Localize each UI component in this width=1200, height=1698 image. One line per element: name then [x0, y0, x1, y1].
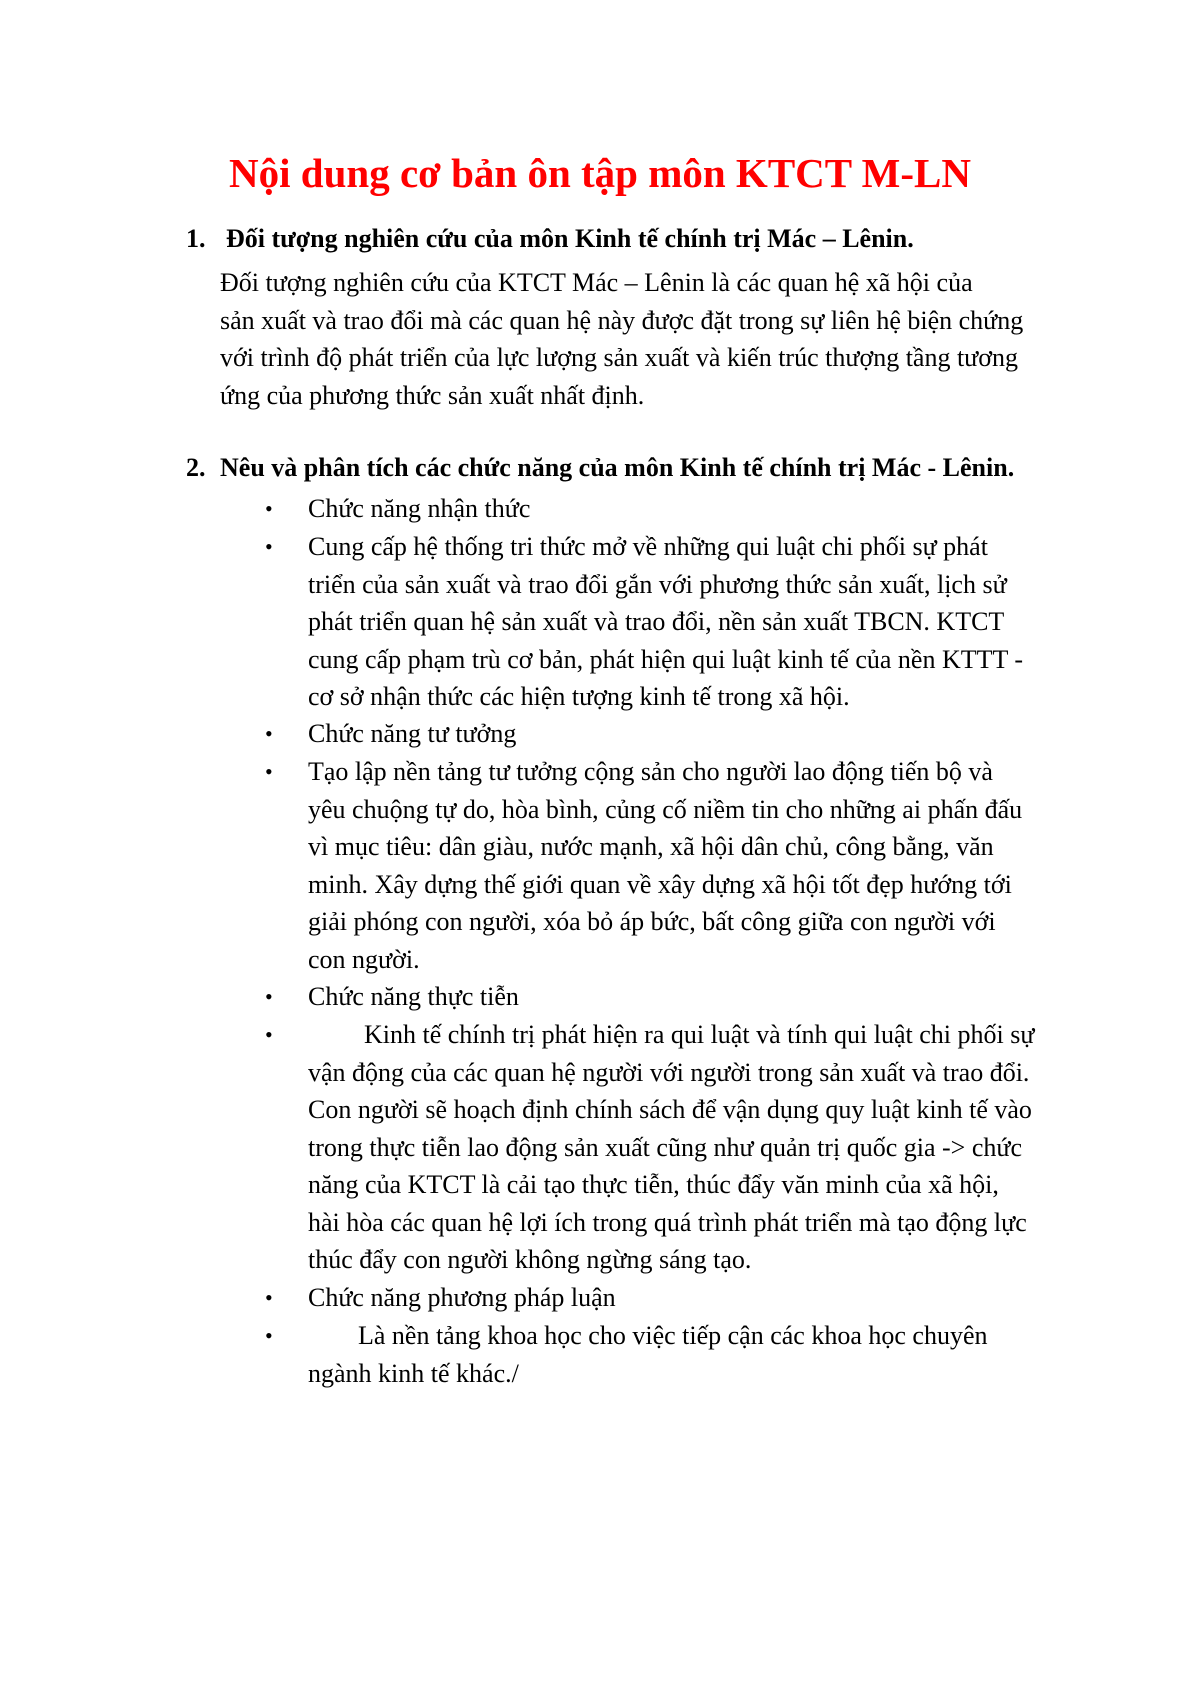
bullet-line: Con người sẽ hoạch định chính sách để vận dụng quy luật kinh tế vào — [308, 1095, 1032, 1124]
bullet-line: vận động của các quan hệ người với người trong sản xuất và trao đổi. — [308, 1057, 1030, 1087]
bullet-line: Chức năng thực tiễn — [308, 982, 519, 1011]
bullet-dot-icon: • — [265, 534, 273, 559]
bullet-line: cung cấp phạm trù cơ bản, phát hiện qui luật kinh tế của nền KTTT - — [308, 644, 1024, 674]
bullet-line: trong thực tiễn lao động sản xuất cũng như quản trị quốc gia -> chức — [308, 1132, 1022, 1162]
section-2-number: 2. — [186, 453, 206, 482]
bullet-line: minh. Xây dựng thế giới quan về xây dựng xã hội tốt đẹp hướng tới — [308, 869, 1012, 899]
bullet-dot-icon: • — [265, 984, 273, 1009]
section-1-heading: Đối tượng nghiên cứu của môn Kinh tế chính trị Mác – Lênin. — [226, 224, 914, 253]
bullet-line: năng của KTCT là cải tạo thực tiễn, thúc đẩy văn minh của xã hội, — [308, 1170, 999, 1199]
bullet-dot-icon: • — [265, 1022, 273, 1047]
bullet-line: Là nền tảng khoa học cho việc tiếp cận các khoa học chuyên — [358, 1321, 988, 1350]
section-1-number: 1. — [186, 224, 206, 253]
bullet-line: ngành kinh tế khác./ — [308, 1358, 519, 1388]
section-2-heading: Nêu và phân tích các chức năng của môn Kinh tế chính trị Mác - Lênin. — [220, 453, 1015, 482]
section-1-body — [220, 264, 1120, 414]
document-title: Nội dung cơ bản ôn tập môn KTCT M-LN — [229, 150, 971, 196]
bullet-dot-icon: • — [265, 1323, 273, 1348]
bullet-dot-icon: • — [265, 759, 273, 784]
section-1-body-line: ứng của phương thức sản xuất nhất định. — [220, 380, 645, 410]
bullet-line: giải phóng con người, xóa bỏ áp bức, bất công giữa con người với — [308, 907, 996, 936]
bullet-dot-icon: • — [265, 721, 273, 746]
bullet-line: yêu chuộng tự do, hòa bình, củng cố niềm tin cho những ai phấn đấu — [308, 794, 1023, 824]
bullet-line: hài hòa các quan hệ lợi ích trong quá trình phát triển mà tạo động lực — [308, 1207, 1027, 1237]
bullet-line: Chức năng tư tưởng — [308, 719, 517, 748]
bullet-line: Kinh tế chính trị phát hiện ra qui luật và tính qui luật chi phối sự — [364, 1020, 1035, 1049]
bullet-line: con người. — [308, 944, 420, 974]
bullet-line: Chức năng nhận thức — [308, 494, 531, 523]
bullet-line: Cung cấp hệ thống tri thức mở về những qui luật chi phối sự phát — [308, 532, 988, 561]
bullet-dot-icon: • — [265, 1285, 273, 1310]
bullet-line: Tạo lập nền tảng tư tưởng cộng sản cho người lao động tiến bộ và — [308, 757, 993, 786]
bullet-line: vì mục tiêu: dân giàu, nước mạnh, xã hội dân chủ, công bằng, văn — [308, 832, 994, 861]
bullet-dot-icon: • — [265, 496, 273, 521]
bullet-line: triển của sản xuất và trao đổi gắn với phương thức sản xuất, lịch sử — [308, 569, 1007, 599]
section-1-body-line: sản xuất và trao đổi mà các quan hệ này được đặt trong sự liên hệ biện chứng — [220, 305, 1024, 335]
bullet-line: Chức năng phương pháp luận — [308, 1283, 616, 1312]
bullet-line: phát triển quan hệ sản xuất và trao đổi, nền sản xuất TBCN. KTCT — [308, 607, 1005, 636]
bullet-line: cơ sở nhận thức các hiện tượng kinh tế trong xã hội. — [308, 682, 850, 711]
section-1-body-line: với trình độ phát triển của lực lượng sản xuất và kiến trúc thượng tầng tương — [220, 343, 1019, 372]
bullet-line: thúc đẩy con người không ngừng sáng tạo. — [308, 1245, 752, 1274]
section-1-body-line: Đối tượng nghiên cứu của KTCT Mác – Lênin là các quan hệ xã hội của — [220, 268, 973, 297]
